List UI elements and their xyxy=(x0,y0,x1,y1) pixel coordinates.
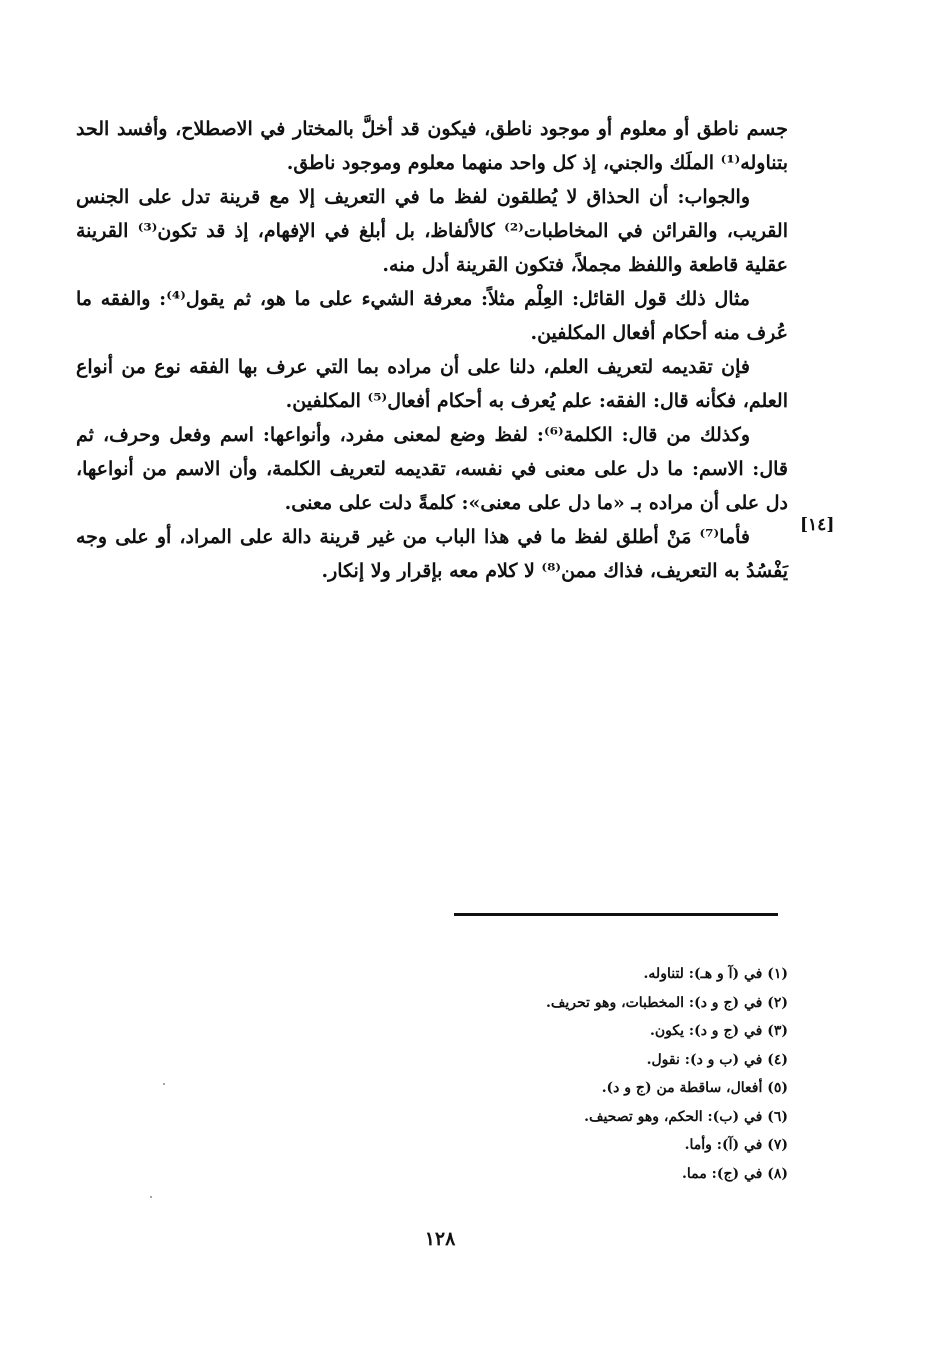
paragraph-3: مثال ذلك قول القائل: العِلْم مثلاً: معرفة الشيء على ما هو، ثم يقول⁽⁴⁾: والفقه ما عُرف منه أحكام أفعال المكلفين. xyxy=(76,288,788,344)
footnotes xyxy=(330,960,788,1188)
footnote-7: (٧) في (آ): وأما. xyxy=(684,1137,788,1153)
scan-speck xyxy=(150,1196,152,1198)
paragraph-2: والجواب: أن الحذاق لا يُطلقون لفظ ما في التعريف إلا مع قرينة تدل على الجنس القريب، والقرائن في المخاطبات⁽²⁾ كالألفاظ، بل أبلغ في الإفهام، إذ قد تكون⁽³⁾ القرينة عقلية قاطعة واللفظ مجملاً، فتكون القرينة أدل منه. xyxy=(76,186,788,276)
footnote-3: (٣) في (ج و د): يكون. xyxy=(650,1023,788,1039)
main-text-body xyxy=(76,112,788,588)
paragraph-4: فإن تقديمه لتعريف العلم، دلنا على أن مراده بما التي عرف بها الفقه نوع من أنواع العلم، فكأنه قال: الفقه: علم يُعرف به أحكام أفعال⁽⁵⁾ المكلفين. xyxy=(76,356,788,412)
footnote-6: (٦) في (ب): الحكم، وهو تصحيف. xyxy=(584,1108,788,1125)
paragraph-5: وكذلك من قال: الكلمة⁽⁶⁾: لفظ وضع لمعنى مفرد، وأنواعها: اسم وفعل وحرف، ثم قال: الاسم: ما دل على معنى في نفسه، تقديمه لتعريف الكلمة، وأن الاسم من أنواعها، دل على أن مراده بـ «ما دل على معنى»: كلمةً دلت على معنى. xyxy=(76,424,788,514)
footnote-4: (٤) في (ب و د): نقول. xyxy=(646,1051,788,1068)
section-marker: [١٤] xyxy=(800,515,835,535)
footnote-1: (١) في (آ و هـ): لتناوله. xyxy=(643,966,788,982)
footnote-8: (٨) في (ج): مما. xyxy=(682,1165,788,1182)
paragraph-6: فأما⁽⁷⁾ مَنْ أطلق لفظ ما في هذا الباب من غير قرينة دالة على المراد، أو على وجه يَفْسُدُ به التعريف، فذاك ممن⁽⁸⁾ لا كلام معه بإقرار ولا إنكار. xyxy=(76,526,788,582)
page-number: ١٢٨ xyxy=(424,1228,456,1250)
footnote-divider xyxy=(454,913,778,916)
footnote-2: (٢) في (ج و د): المخطبات، وهو تحريف. xyxy=(546,994,788,1011)
footnote-5: (٥) أفعال، ساقطة من (ج و د). xyxy=(601,1080,788,1096)
scan-speck xyxy=(163,1083,165,1085)
paragraph-1: جسم ناطق أو معلوم أو موجود ناطق، فيكون قد أخلَّ بالمختار في الاصطلاح، وأفسد الحد بتناوله⁽¹⁾ الملَك والجني، إذ كل واحد منهما معلوم وموجود ناطق. xyxy=(76,118,788,174)
